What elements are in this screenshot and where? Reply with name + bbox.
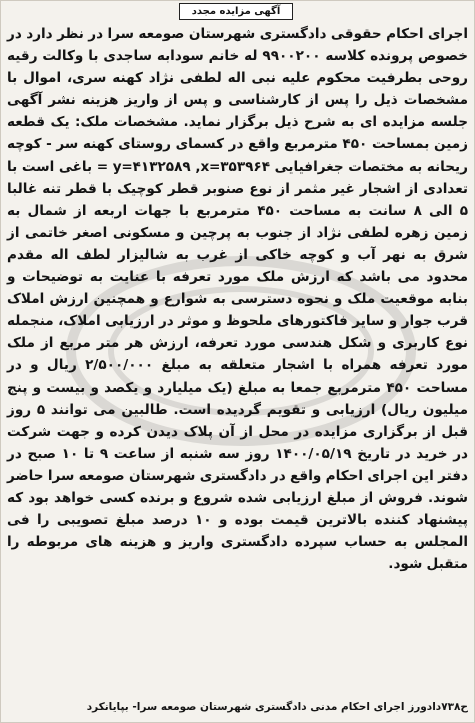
notice-header-text: آگهی مزایده مجدد bbox=[191, 6, 281, 17]
notice-footer: ح۷۳۸دادورز اجرای احکام مدنی دادگستری شهرستان صومعه سرا- بپایانکرد bbox=[86, 701, 468, 713]
notice-paragraph: اجرای احکام حقوقی دادگستری شهرستان صومعه سرا در نظر دارد در خصوص پرونده کلاسه ۹۹۰۰۲۰۰ له خانم سودابه ساجدی با وکالت رقیه روحی بطرفیت محکوم علیه نبی اله لطفی نژاد کهنه سری، اموال با مشخصات ذیل را پس از کارشناسی و پس از واریز هزینه نشر آگهی جلسه مزایده ای به شرح ذیل برگزار نماید. مشخصات ملک: یک قطعه زمین بمساحت ۴۵۰ مترمربع واقع در کسمای روستای کهنه سر - کوچه ریحانه به مختصات جغرافیایی y=۴۱۳۲۵۸۹ ,x=۳۵۳۹۶۴ = باغی است با تعدادی از اشجار غیر مثمر از نوع صنوبر قطر کوچیک با قطر تنه غالبا ۵ الی ۸ سانت به مساحت ۴۵۰ مترمربع با جهات اربعه از شمال به زمین زهره لطفی نژاد از جنوب به پرچین و مسکونی اصغر خاتمی از شرق به نهر آب و کوچه خاکی از غرب به شالیزار لطف اله مقدم محدود می باشد که ارزش ملک مورد تعرفه با عنایت به توضیحات و بنابه موقعیت ملک و نحوه دسترسی به شوارع و همچنین ارزش املاک قرب جوار و سایر فاکتورهای ملحوظ و موثر در ارزیابی املاک، منجمله نوع کاربری و شکل هندسی مورد تعرفه، ارزش هر متر مربع از ملک مورد تعرفه همراه با اشجار متعلقه به مبلغ ۲/۵۰۰/۰۰۰ ریال و در مساحت ۴۵۰ مترمربع جمعا به مبلغ (یک میلیارد و یکصد و بیست و پنج میلیون ریال) ارزیابی و تقویم گردیده است. طالبین می توانند ۵ روز قبل از برگزاری مزایده در محل از آن پلاک دیدن کرده و جهت شرکت در خرید در تاریخ ۱۴۰۰/۰۵/۱۹ روز سه شنبه از ساعت ۹ تا ۱۰ صبح در دفتر این اجرای احکام واقع در دادگستری شهرستان صومعه سرا حاضر شوند. فروش از مبلغ ارزیابی شده شروع و برنده کسی خواهد بود که پیشنهاد کننده بالاترین قیمت بوده و ۱۰ درصد مبلغ تصویبی را فی المجلس به حساب سپرده دادگستری واریز و هزینه های مربوطه را متقبل شود. bbox=[7, 26, 469, 573]
notice-header bbox=[179, 3, 293, 20]
notice-body bbox=[7, 23, 468, 575]
